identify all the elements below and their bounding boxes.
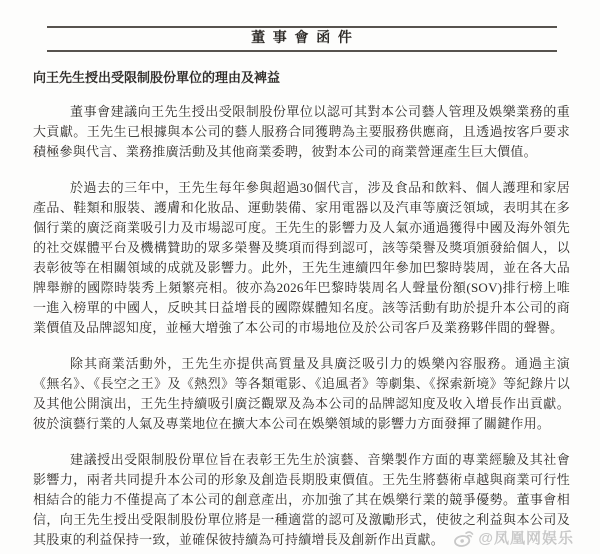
watermark xyxy=(453,527,574,548)
paragraph-endorsements-awards: 於過去的三年中，王先生每年參與超過30個代言，涉及食品和飲料、個人護理和家居產品、鞋類和服裝、護膚和化妝品、運動裝備、家用電器以及汽車等廣泛領域，表明其在多個行業的廣泛商業吸引力及市場認可度。王先生的影響力及人氣亦通過獲得中國及海外領先的社交媒體平台及機構贊助的眾多榮譽及獎項而得到認可，該等榮譽及獎項頒發給個人，以表彰彼等在相關領域的成就及影響力。此外，王先生連續四年參加巴黎時裝周，並在各大品牌舉辦的國際時裝秀上頻繁亮相。彼亦為2026年巴黎時裝周名人聲量份額(SOV)排行榜上唯一進入榜單的中國人，反映其日益增長的國際媒體知名度。該等活動有助於提升本公司的商業價值及品牌認知度，並極大增強了本公司的市場地位及於公司客戶及業務夥伴間的聲譽。 xyxy=(33,180,570,335)
weibo-icon xyxy=(453,529,475,547)
document-body xyxy=(33,102,570,550)
section-heading: 向王先生授出受限制股份單位的理由及裨益 xyxy=(33,70,281,85)
watermark-label: @凤凰网娱乐 xyxy=(478,530,574,547)
paragraph-grant-recognition: 董事會建議向王先生授出受限制股份單位以認可其對本公司藝人管理及娛樂業務的重大貢獻。王先生已根據與本公司的藝人服務合同獲聘為主要服務供應商，且透過按客戶要求積極參與代言、業務推廣活動及其他商業委聘，彼對本公司的商業營運產生巨大價值。 xyxy=(33,104,570,159)
document-header xyxy=(47,26,557,52)
paragraph-proposal-rationale: 建議授出受限制股份單位旨在表彰王先生於演藝、音樂製作方面的專業經驗及其社會影響力，兩者共同提升本公司的形象及創造長期股東價值。王先生將藝術卓越與商業可行性相結合的能力不僅提高了本公司的創意產出，亦加強了其在娛樂行業的競爭優勢。董事會相信，向王先生授出受限制股份單位將是一種適當的認可及激勵形式，使彼之利益與本公司及其股東的利益保持一致，並確保彼持續為可持續增長及創新作出貢獻。 xyxy=(33,452,570,547)
page-title: 董事會函件 xyxy=(251,31,360,46)
paragraph-entertainment-content: 除其商業活動外，王先生亦提供高質量及具廣泛吸引力的娛樂內容服務。通過主演《無名》、《長空之王》及《熱烈》等各類電影、《追風者》等劇集、《探索新境》等紀錄片以及其他公開演出，王先生持續吸引廣泛觀眾及為本公司的品牌認知度及收入增長作出貢獻。彼於演藝行業的人氣及專業地位在擴大本公司在娛樂領域的影響力方面發揮了關鍵作用。 xyxy=(33,356,570,431)
